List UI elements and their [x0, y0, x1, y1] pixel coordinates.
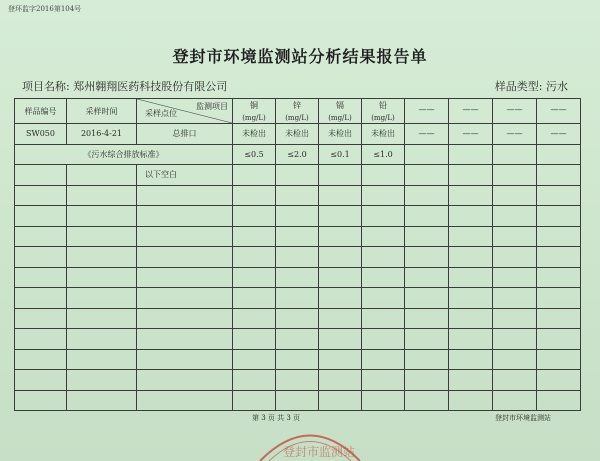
cell-value: ——	[449, 124, 493, 145]
table-row-standard	[15, 144, 581, 165]
cell-value: 未检出	[362, 124, 405, 145]
project-value: 郑州翱翔医药科技股份有限公司	[73, 80, 228, 93]
page-number: 第 3 页 共 3 页	[252, 414, 301, 422]
cell-limit	[405, 144, 449, 165]
header-param	[405, 99, 449, 124]
cell-empty	[67, 165, 137, 186]
header-sampling-time: 采样时间	[67, 99, 137, 124]
cell-limit	[449, 144, 493, 165]
cell-sampling-time: 2016-4-21	[67, 124, 137, 145]
project-label: 项目名称:	[22, 80, 70, 93]
header-param	[537, 99, 581, 124]
cell-value: 未检出	[233, 124, 276, 145]
cell-value: 未检出	[276, 124, 319, 145]
cell-limit: ≤2.0	[276, 144, 319, 165]
table-row-blank-note	[15, 165, 581, 186]
table-row-empty	[15, 288, 581, 309]
document-number: 登环监字2016第104号	[8, 5, 82, 13]
svg-text:登封市监测站: 登封市监测站	[283, 445, 356, 459]
cell-sample-no: SW050	[15, 124, 67, 145]
table-row-empty	[15, 247, 581, 268]
official-seal-stamp	[255, 420, 365, 461]
param-unit: (mg/L)	[328, 114, 352, 122]
results-table	[14, 98, 581, 411]
table-row-empty	[15, 267, 581, 288]
header-sample-no: 样品编号	[15, 99, 67, 124]
footer-organization: 登封市环境监测站	[495, 414, 551, 422]
param-name: 铅	[379, 101, 387, 110]
sample-type-value: 污水	[546, 80, 568, 93]
param-unit: (mg/L)	[242, 114, 266, 122]
table-row-empty	[15, 329, 581, 350]
header-monitoring-item: 监测项目	[196, 102, 228, 111]
header-param	[276, 99, 319, 124]
cell-value: 未检出	[319, 124, 362, 145]
param-name: ——	[506, 105, 523, 114]
param-unit: (mg/L)	[285, 114, 309, 122]
cell-limit	[537, 144, 581, 165]
header-param	[362, 99, 405, 124]
cell-standard-name: 《污水综合排放标准》	[15, 144, 233, 165]
header-diagonal-cell	[137, 99, 233, 124]
header-param	[233, 99, 276, 124]
cell-limit	[493, 144, 537, 165]
header-param	[493, 99, 537, 124]
cell-value: ——	[405, 124, 449, 145]
param-unit: (mg/L)	[371, 114, 395, 122]
cell-limit: ≤0.5	[233, 144, 276, 165]
table-row-empty	[15, 390, 581, 411]
sample-type-label: 样品类型:	[494, 80, 543, 93]
table-row-empty	[15, 370, 581, 391]
cell-limit: ≤0.1	[319, 144, 362, 165]
header-param	[449, 99, 493, 124]
table-row-empty	[15, 226, 581, 247]
param-name: ——	[550, 105, 567, 114]
table-row-empty	[15, 308, 581, 329]
param-name: ——	[418, 105, 435, 114]
page-title: 登封市环境监测站分析结果报告单	[172, 47, 428, 66]
param-name: 铜	[250, 101, 258, 110]
cell-sampling-point: 总排口	[137, 124, 233, 145]
table-row-empty	[15, 206, 581, 227]
header-param	[319, 99, 362, 124]
header-sampling-point: 采样点位	[145, 109, 177, 118]
param-name: ——	[462, 105, 479, 114]
cell-blank-note: 以下空白	[137, 165, 233, 186]
table-row	[15, 124, 581, 145]
cell-empty	[15, 165, 67, 186]
param-name: 镉	[336, 101, 344, 110]
param-name: 锌	[293, 101, 301, 110]
table-row-empty	[15, 349, 581, 370]
cell-limit: ≤1.0	[362, 144, 405, 165]
project-name-field	[22, 78, 227, 94]
cell-value: ——	[493, 124, 537, 145]
sample-type-field	[495, 78, 568, 94]
table-row-empty	[15, 185, 581, 206]
cell-value: ——	[537, 124, 581, 145]
